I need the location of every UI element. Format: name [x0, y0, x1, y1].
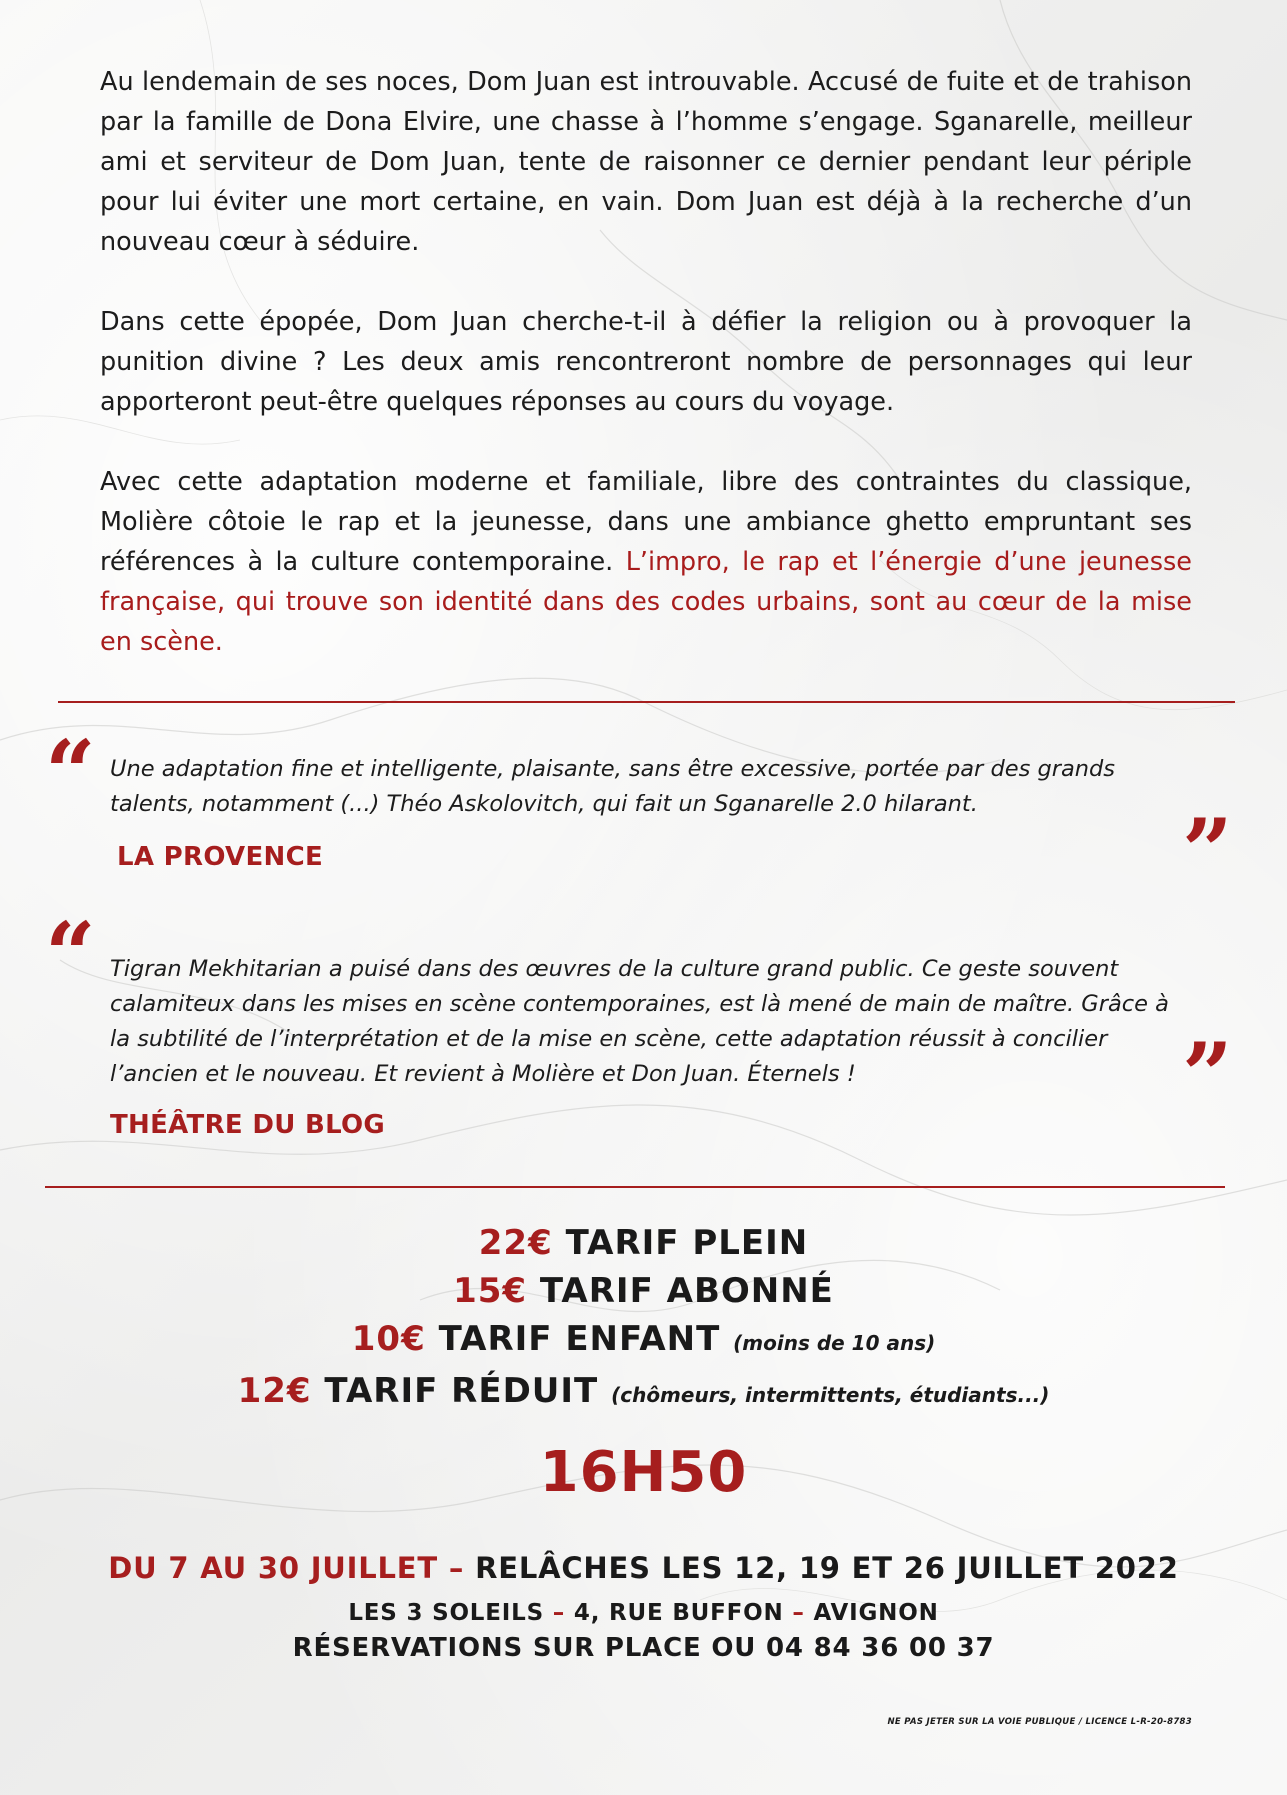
separator: –	[783, 1600, 814, 1626]
review-source-2: THÉÂTRE DU BLOG	[110, 1110, 386, 1140]
venue-address	[0, 1600, 1287, 1626]
show-time: 16H50	[539, 1440, 748, 1505]
synopsis-highlight: L’impro, le rap et l’énergie d’une jeunesse française, qui trouve son identité dans des codes urbains, sont au cœur de la mise en scène.	[100, 547, 1192, 657]
price-amount: 22€	[478, 1223, 553, 1263]
price-row	[0, 1315, 1287, 1367]
review-source-1: LA PROVENCE	[117, 842, 324, 872]
separator: –	[543, 1600, 574, 1626]
price-label: TARIF PLEIN	[552, 1223, 809, 1263]
price-row	[0, 1267, 1287, 1315]
run-dates-range: DU 7 AU 30 JUILLET	[108, 1551, 438, 1585]
price-amount: 12€	[237, 1371, 312, 1411]
divider-bottom	[45, 1186, 1225, 1188]
synopsis-paragraph-1: Au lendemain de ses noces, Dom Juan est introuvable. Accusé de fuite et de trahison par la famille de Dona Elvire, une chasse à l’homme s’engage. Sganarelle, meilleur ami et serviteur de Dom Juan, tente de raisonner ce dernier pendant leur périple pour lui éviter une mort certaine, en vain. Dom Juan est déjà à la recherche d’un nouveau cœur à séduire.	[100, 67, 1192, 257]
synopsis-paragraph-2: Dans cette épopée, Dom Juan cherche-t-il à défier la religion ou à provoquer la punition divine ? Les deux amis rencontreront nombre de personnages qui leur apporteront peut-être quelques réponses au cours du voyage.	[100, 307, 1192, 417]
review-quote-2: Tigran Mekhitarian a puisé dans des œuvres de la culture grand public. Ce geste souvent calamiteux dans les mises en scène contemporaines, est là mené de main de maître. Grâce à la subtilité de l’interprétation et de la mise en scène, cette adaptation réussit à concilier l’ancien et le nouveau. Et revient à Molière et Don Juan. Éternels !	[110, 956, 1169, 1087]
price-list	[0, 1219, 1287, 1419]
venue-city: AVIGNON	[813, 1600, 939, 1626]
venue-street: 4, RUE BUFFON	[573, 1600, 784, 1626]
open-quote-icon: “	[45, 720, 96, 824]
divider-top	[58, 701, 1235, 703]
open-quote-icon: “	[45, 902, 96, 1006]
run-dates	[0, 1551, 1287, 1585]
synopsis-paragraph-3	[100, 462, 1192, 662]
price-label: TARIF ABONNÉ	[527, 1271, 834, 1311]
close-quote-icon: ”	[1182, 1023, 1233, 1127]
venue-name: LES 3 SOLEILS	[348, 1600, 544, 1626]
reservation-info: RÉSERVATIONS SUR PLACE OU 04 84 36 00 37	[292, 1633, 995, 1663]
separator: –	[437, 1551, 476, 1585]
close-quote-icon: ”	[1182, 799, 1233, 903]
price-amount: 10€	[351, 1319, 426, 1359]
price-label: TARIF ENFANT	[425, 1319, 734, 1359]
run-dates-relache: RELÂCHES LES 12, 19 ET 26 JUILLET 2022	[475, 1551, 1179, 1585]
price-label: TARIF RÉDUIT	[311, 1371, 612, 1411]
price-amount: 15€	[453, 1271, 528, 1311]
price-row	[0, 1367, 1287, 1419]
price-row	[0, 1219, 1287, 1267]
synopsis-paragraph-3-text: Avec cette adaptation moderne et familiale, libre des contraintes du classique, Molière côtoie le rap et la jeunesse, dans une ambiance ghetto empruntant ses références à la culture contemporaine.	[100, 467, 1192, 577]
price-note: (chômeurs, intermittents, étudiants...)	[611, 1383, 1050, 1407]
review-quote-1: Une adaptation fine et intelligente, plaisante, sans être excessive, portée par des grands talents, notamment (...) Théo Askolovitch, qui fait un Sganarelle 2.0 hilarant.	[110, 756, 1116, 817]
legal-notice: NE PAS JETER SUR LA VOIE PUBLIQUE / LICENCE L-R-20-8783	[887, 1717, 1192, 1727]
price-note: (moins de 10 ans)	[733, 1331, 936, 1355]
